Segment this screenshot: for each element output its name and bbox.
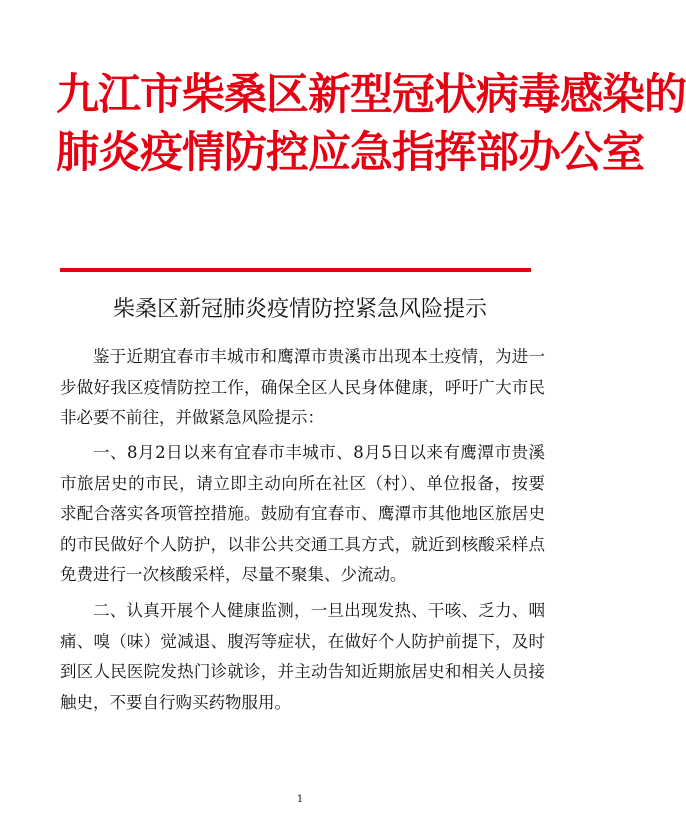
issuer-header-line-1: 九江市柴桑区新型冠状病毒感染的 bbox=[56, 70, 686, 120]
document-title: 柴桑区新冠肺炎疫情防控紧急风险提示 bbox=[112, 297, 487, 322]
page-number: 1 bbox=[296, 794, 304, 805]
paragraph-item-2: 二、认真开展个人健康监测，一旦出现发热、干咳、乏力、咽痛、嗅（味）觉减退、腹泻等症状，在做好个人防护前提下，及时到区人民医院发热门诊就诊，并主动告知近期旅居史和相关人员接触史，不要自行购买药物服用。 bbox=[60, 601, 545, 712]
paragraph-item-1: 一、8月2日以来有宜春市丰城市、8月5日以来有鹰潭市贵溪市旅居史的市民，请立即主动向所在社区（村）、单位报备，按要求配合落实各项管控措施。鼓励有宜春市、鹰潭市其他地区旅居史的市民做好个人防护，以非公共交通工具方式，就近到核酸采样点免费进行一次核酸采样，尽量不聚集、少流动。 bbox=[60, 443, 545, 584]
paragraph-intro: 鉴于近期宜春市丰城市和鹰潭市贵溪市出现本土疫情，为进一步做好我区疫情防控工作，确保全区人民身体健康，呼吁广大市民非必要不前往，并做紧急风险提示： bbox=[60, 347, 545, 427]
issuer-header-line-2: 肺炎疫情防控应急指挥部办公室 bbox=[56, 128, 644, 178]
header-red-rule bbox=[60, 268, 531, 272]
